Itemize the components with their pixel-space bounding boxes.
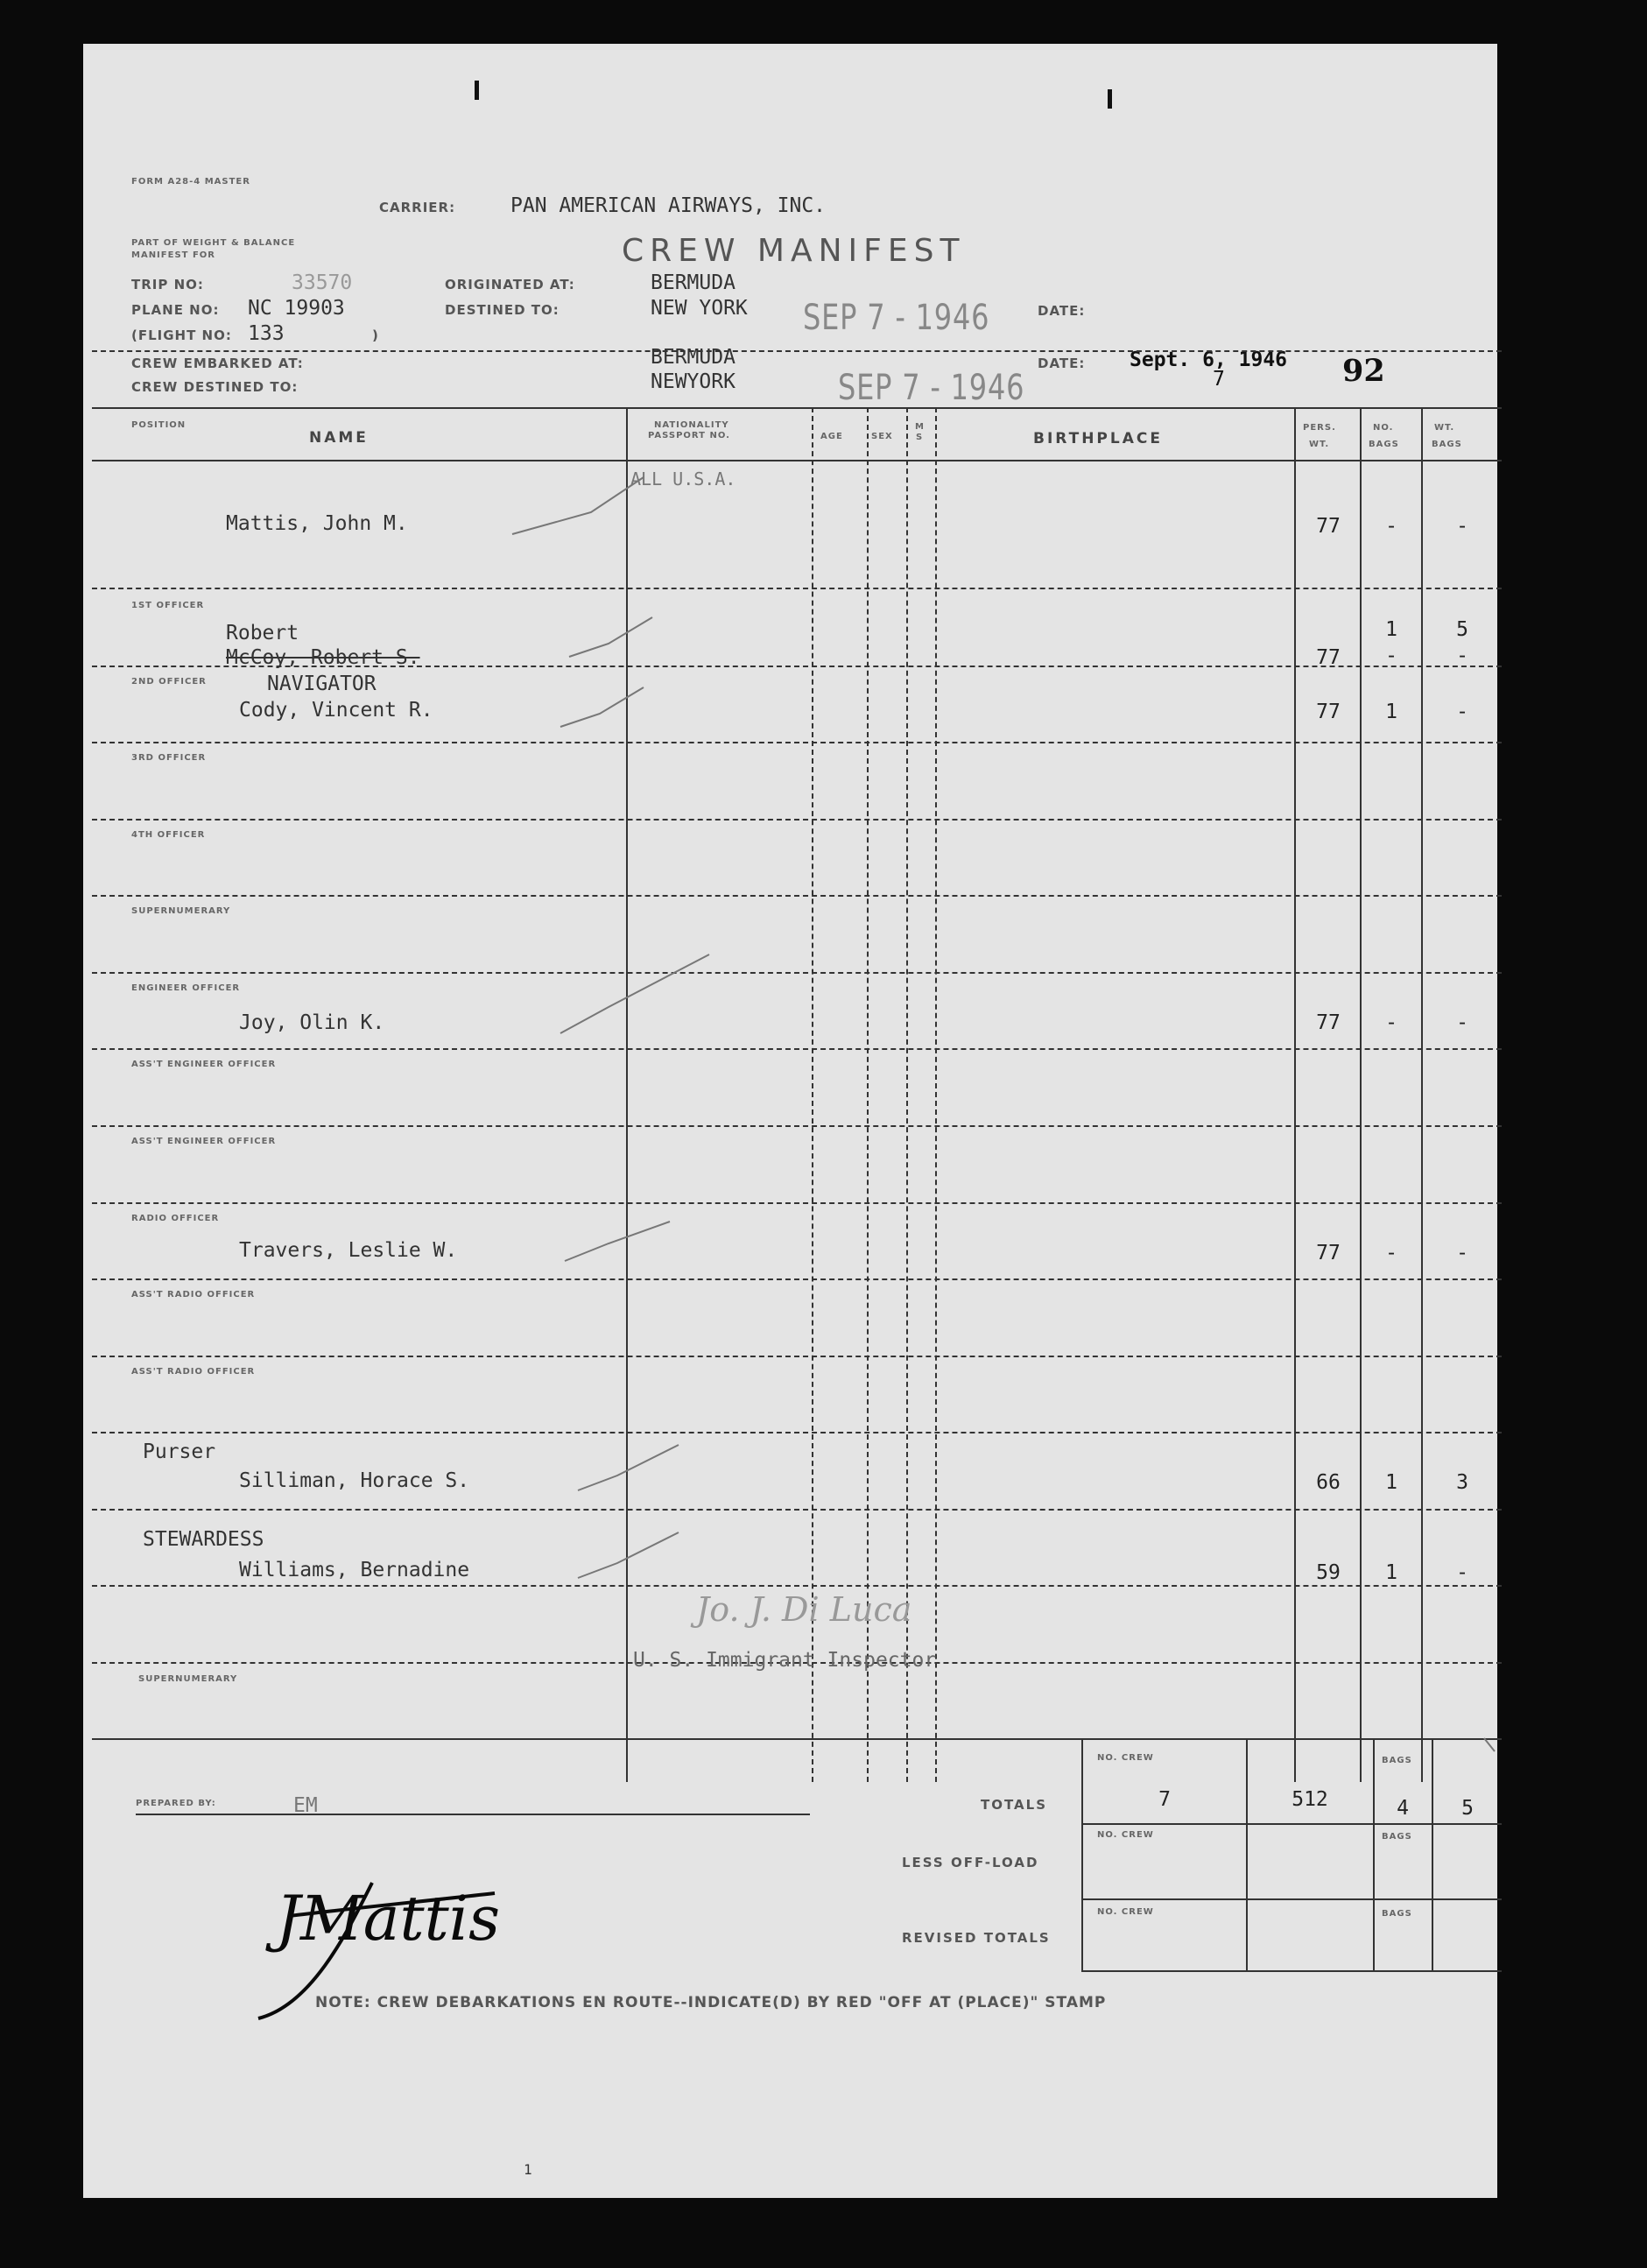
col-pers-wt-1: PERS. [1303,423,1336,433]
date2-value: Sept. 6, 1946 [1130,349,1288,371]
col-position: POSITION [131,420,187,430]
col-sex: SEX [871,432,893,441]
position-label: SUPERNUMERARY [131,906,231,916]
col-no-bags-2: BAGS [1369,440,1399,449]
total-bag-wt: 5 [1461,1797,1474,1820]
prepared-value: EM [293,1794,318,1817]
crew-name: Silliman, Horace S. [239,1469,470,1492]
col-name: NAME [309,429,369,447]
pers-wt: 66 [1316,1471,1341,1494]
punch-mark [1108,89,1112,109]
col-nationality-2: PASSPORT NO. [648,431,730,440]
pers-wt: 77 [1316,515,1341,538]
no-bags: - [1385,515,1397,538]
date-stamp-2: SEP 7 - 1946 [838,368,1025,408]
plane-label: PLANE NO: [131,302,220,318]
bag-wt: 5 [1456,618,1468,641]
pers-wt: 77 [1316,1011,1341,1034]
flight-value: 133 [248,322,285,345]
position-label: ENGINEER OFFICER [131,983,241,993]
position-label: RADIO OFFICER [131,1214,220,1223]
originated-label: ORIGINATED AT: [445,277,575,292]
col-nationality-1: NATIONALITY [654,420,729,430]
punch-mark [475,81,479,100]
flight-paren: ) [372,328,379,343]
crew-name: Cody, Vincent R. [239,699,433,722]
position-label: 4TH OFFICER [131,830,206,840]
manifest-page [83,44,1497,2198]
plane-value: NC 19903 [248,297,345,320]
totals-label: TOTALS [981,1797,1048,1813]
part-of-label-2: MANIFEST FOR [131,250,215,260]
position-label-stewardess: STEWARDESS [143,1528,264,1551]
destined-value: NEW YORK [651,297,748,320]
position-label: 2ND OFFICER [131,677,207,687]
destined-label: DESTINED TO: [445,302,560,318]
crew-name: Travers, Leslie W. [239,1239,458,1262]
inspector-signature: Jo. J. Di Luca [696,1590,912,1629]
page-number: 92 [1342,353,1385,389]
bags-label: BAGS [1382,1756,1412,1765]
inspector-title: U. S. Immigrant Inspector [633,1649,937,1672]
originated-value: BERMUDA [651,271,736,294]
bag-wt: - [1456,1242,1468,1264]
bag-wt: - [1456,515,1468,538]
pers-wt: 59 [1316,1561,1341,1584]
crew-destined-value: NEWYORK [651,370,736,393]
position-label: ASS'T ENGINEER OFFICER [131,1060,277,1069]
date-label: DATE: [1038,303,1086,319]
date2-correction: 7 [1213,368,1225,391]
trip-value: 33570 [292,271,353,294]
pers-wt: 77 [1316,701,1341,723]
crew-name: McCoy, Robert S. [226,646,420,669]
col-ms-1: M [915,422,925,432]
crew-destined-label: CREW DESTINED TO: [131,379,299,395]
date-stamp: SEP 7 - 1946 [803,298,990,338]
position-label: ASS'T ENGINEER OFFICER [131,1137,277,1146]
col-wt-bags-1: WT. [1434,423,1455,433]
carrier-value: PAN AMERICAN AIRWAYS, INC. [510,194,827,217]
total-crew: 7 [1158,1788,1171,1811]
less-offload-label: LESS OFF-LOAD [902,1855,1039,1870]
position-label: 3RD OFFICER [131,753,207,763]
crew-name-captain: Mattis, John M. [226,512,408,535]
flight-label: (FLIGHT NO: [131,328,232,343]
no-bags: - [1385,1011,1397,1034]
position-note: NAVIGATOR [267,673,377,695]
bag-wt-struck: - [1456,644,1468,667]
date2-label: DATE: [1038,356,1086,371]
form-title: CREW MANIFEST [622,233,966,269]
no-crew-label: NO. CREW [1097,1907,1154,1917]
crew-name: Joy, Olin K. [239,1011,385,1034]
total-weight: 512 [1292,1788,1328,1811]
no-bags: 1 [1385,1561,1397,1584]
name-correction: Robert [226,622,299,644]
col-age: AGE [820,432,843,441]
nationality-all: ALL U.S.A. [630,468,736,490]
revised-totals-label: REVISED TOTALS [902,1930,1051,1946]
no-bags: 1 [1385,618,1397,641]
col-ms-2: S [916,433,924,442]
signature-strokes [258,1883,495,2018]
no-bags: - [1385,1242,1397,1264]
bag-wt: - [1456,1011,1468,1034]
form-number: FORM A28-4 MASTER [131,177,250,187]
col-pers-wt-2: WT. [1309,440,1330,449]
no-bags: 1 [1385,701,1397,723]
position-label: 1ST OFFICER [131,601,205,610]
no-crew-label: NO. CREW [1097,1830,1154,1840]
bags-label: BAGS [1382,1909,1412,1919]
carrier-label: CARRIER: [379,200,456,215]
part-of-label-1: PART OF WEIGHT & BALANCE [131,238,296,248]
trip-label: TRIP NO: [131,277,204,292]
bottom-mark: 1 [524,2161,532,2178]
col-birthplace: BIRTHPLACE [1033,430,1163,447]
bag-wt: 3 [1456,1471,1468,1494]
overlay-marks [83,44,1497,2198]
col-wt-bags-2: BAGS [1432,440,1462,449]
crew-name: Williams, Bernadine [239,1559,470,1581]
position-label: ASS'T RADIO OFFICER [131,1290,256,1300]
embarked-label: CREW EMBARKED AT: [131,356,304,371]
tick-marks [512,477,1495,1751]
pers-wt: 77 [1316,646,1341,669]
position-label: ASS'T RADIO OFFICER [131,1367,256,1377]
bag-wt: - [1456,701,1468,723]
no-bags-struck: - [1385,644,1397,667]
footer-note: NOTE: CREW DEBARKATIONS EN ROUTE--INDICATE(D) BY RED "OFF AT (PLACE)" STAMP [315,1994,1107,2011]
bags-label: BAGS [1382,1832,1412,1842]
position-label-purser: Purser [143,1440,216,1463]
embarked-value: BERMUDA [651,346,736,369]
no-crew-label: NO. CREW [1097,1753,1154,1763]
pers-wt: 77 [1316,1242,1341,1264]
no-bags: 1 [1385,1471,1397,1494]
col-no-bags-1: NO. [1373,423,1394,433]
captain-signature: JMattis [276,1883,501,1955]
position-label: SUPERNUMERARY [138,1674,238,1684]
bag-wt: - [1456,1561,1468,1584]
total-bags: 4 [1397,1797,1409,1820]
prepared-label: PREPARED BY: [136,1799,216,1808]
